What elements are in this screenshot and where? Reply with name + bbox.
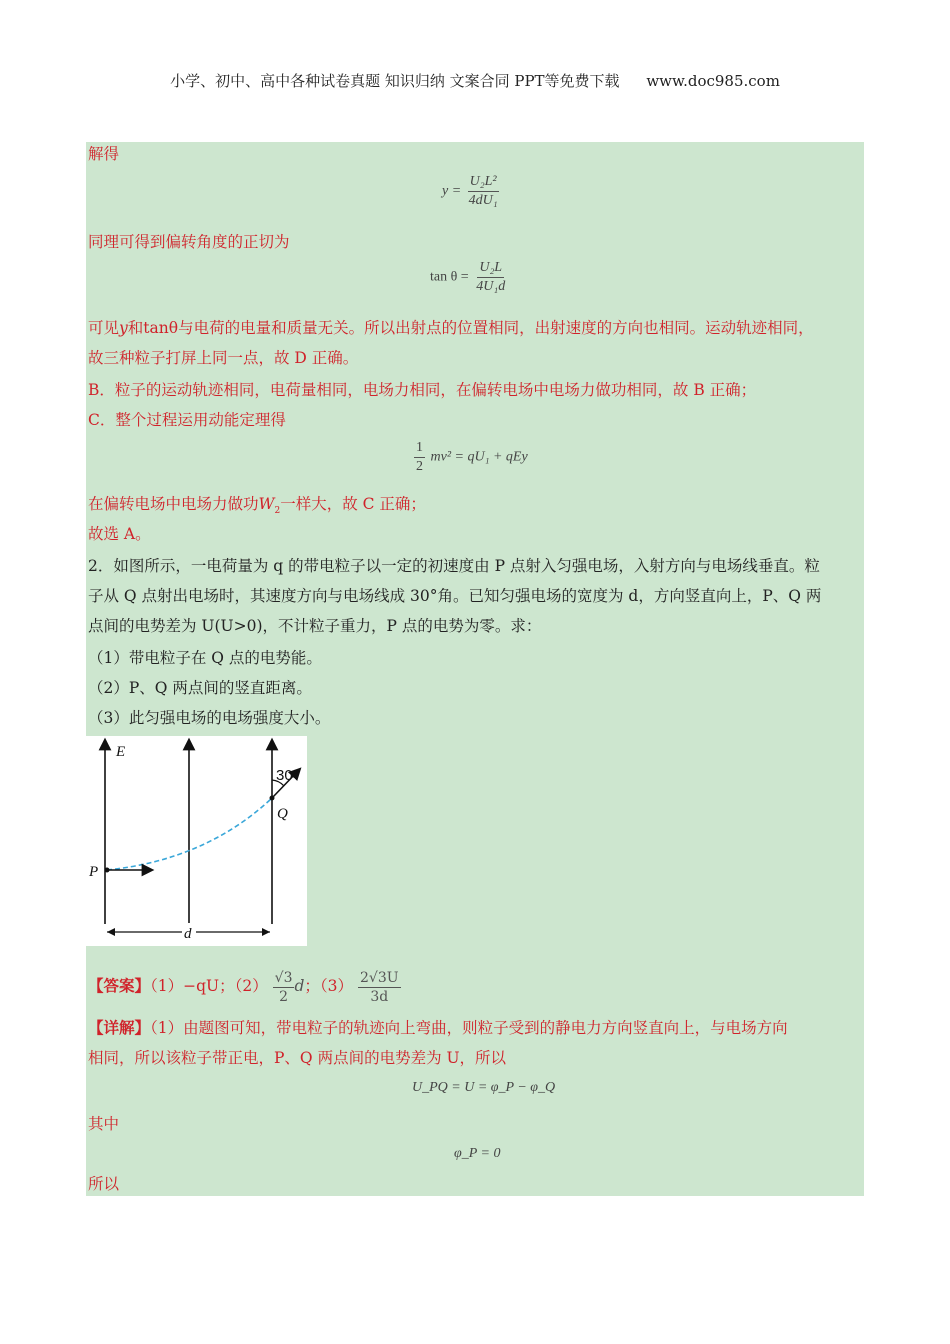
field-diagram [86, 736, 307, 946]
answer-line: 【答案】（1）−qU；（2） $\frac{√3}{2}$ d；（3） $\frac{2√3U}{3d}$ [88, 969, 399, 1005]
text-choose-a: 故选 A。 [88, 525, 151, 543]
solution-block [86, 142, 864, 1196]
detail-line-1: 【详解】（1）由题图可知，带电粒子的轨迹向上弯曲，则粒子受到的静电力方向竖直向上，与电场方向 [88, 1018, 788, 1037]
question-part-2: （2）P、Q 两点间的竖直距离。 [88, 679, 312, 697]
question-line-2: 子从 Q 点射出电场时，其速度方向与电场线成 30°角。已知匀强电场的宽度为 d，方向竖直向上，P、Q 两 [88, 587, 822, 605]
equation-tan: tan θ = $\frac{\text{U₂L}}{\text{4U₁d}}$ [430, 260, 506, 294]
question-part-3: （3）此匀强电场的电场强度大小。 [88, 709, 331, 727]
equation-potential: U_PQ = U = φ_P − φ_Q [412, 1080, 556, 1095]
equation-energy: $\frac{1}{2}$ mv² = qU₁ + qEy [416, 440, 528, 474]
electric-field-figure [86, 736, 307, 946]
label-q: Q [277, 806, 288, 822]
label-p: P [89, 864, 99, 880]
header-url[interactable]: www.doc985.com [646, 72, 780, 90]
question-part-1: （1）带电粒子在 Q 点的电势能。 [88, 649, 322, 667]
text-suoyi: 所以 [88, 1175, 120, 1193]
text-qizhong: 其中 [88, 1115, 120, 1133]
answer-label: 【答案】 [88, 976, 151, 995]
text-jiede: 解得 [88, 145, 120, 163]
page-header [0, 70, 950, 91]
text-tangent-intro: 同理可得到偏转角度的正切为 [88, 233, 290, 251]
text-option-c: C．整个过程运用动能定理得 [88, 411, 286, 429]
text-option-b: B．粒子的运动轨迹相同，电荷量相同，电场力相同，在偏转电场中电场力做功相同，故 B 正确； [88, 381, 757, 399]
detail-label: 【详解】 [88, 1018, 151, 1037]
text-work: 在偏转电场中电场力做功$W_2$一样大，故 C 正确； [88, 495, 426, 517]
label-e: E [116, 744, 126, 760]
equation-y: y = $\frac{\text{U₂L²}}{\text{4dU₁}}$ [442, 174, 498, 208]
equation-phi-p: φ_P = 0 [454, 1146, 501, 1161]
header-text: 小学、初中、高中各种试卷真题 知识归纳 文案合同 PPT等免费下载 [170, 72, 620, 90]
question-line-1: 2．如图所示，一电荷量为 q 的带电粒子以一定的初速度由 P 点射入匀强电场，入射方向与电场线垂直。粒 [88, 557, 820, 575]
text-conclusion-2: 故三种粒子打屏上同一点，故 D 正确。 [88, 349, 359, 367]
question-line-3: 点间的电势差为 U(U>0)，不计粒子重力，P 点的电势为零。求： [88, 617, 542, 635]
label-d: d [184, 926, 192, 942]
detail-line-2: 相同，所以该粒子带正电，P、Q 两点间的电势差为 U，所以 [88, 1049, 507, 1067]
text-conclusion-1: 可见y和tanθ与电荷的电量和质量无关。所以出射点的位置相同，出射速度的方向也相同。运动轨迹相同， [88, 319, 814, 337]
label-angle: 30° [276, 767, 299, 784]
